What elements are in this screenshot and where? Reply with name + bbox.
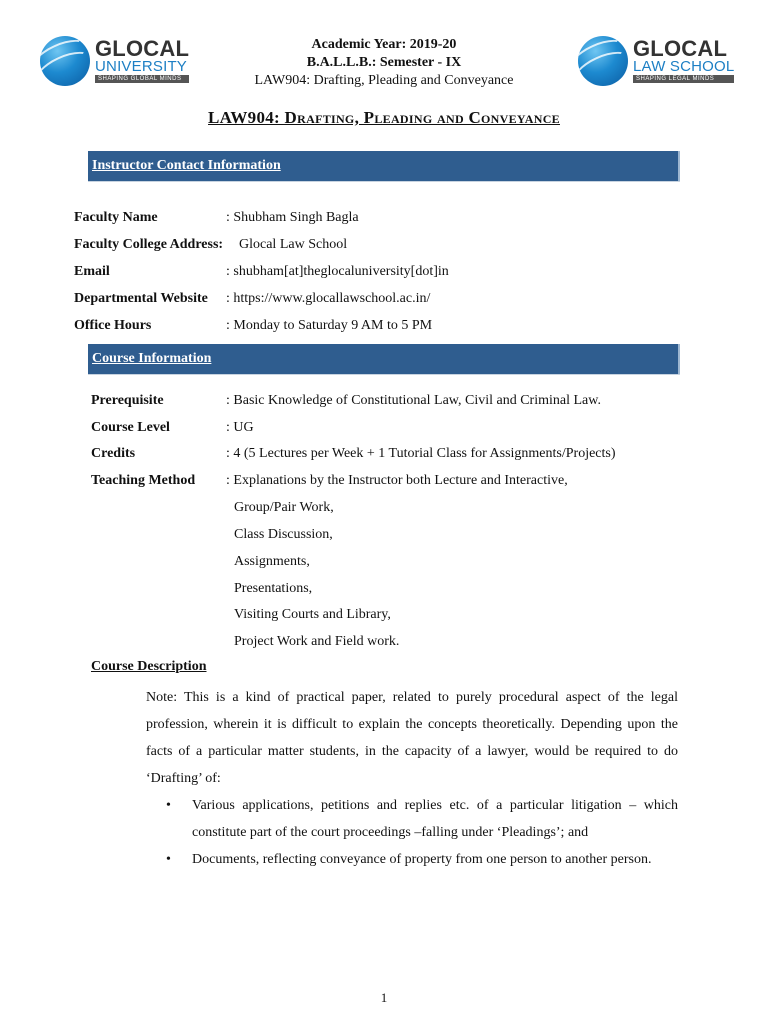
field-label: Departmental Website <box>74 291 208 306</box>
logo-sub-text: LAW SCHOOL <box>633 58 735 75</box>
field-value: : https://www.glocallawschool.ac.in/ <box>226 291 431 306</box>
course-description-note: Note: This is a kind of practical paper, related to purely procedural aspect of the legal profession, wherein it is difficult to explain the concepts theoretically. Depending upon the facts of a particular matter students, in the capacity of a lawyer, would be required to do ‘Drafting’ of: <box>146 690 678 786</box>
teaching-method-item: Assignments, <box>234 554 310 569</box>
globe-icon <box>40 36 90 86</box>
field-label: Faculty Name <box>74 210 158 225</box>
page-title: LAW904: Drafting, Pleading and Conveyance <box>208 108 560 127</box>
field-value: : UG <box>226 420 254 435</box>
list-item <box>166 792 678 846</box>
field-label: Email <box>74 264 110 279</box>
course-code-line: LAW904: Drafting, Pleading and Conveyance <box>254 73 514 88</box>
teaching-method-item: Presentations, <box>234 581 313 596</box>
field-value: : shubham[at]theglocaluniversity[dot]in <box>226 264 449 279</box>
logo-main-text: GLOCAL <box>95 36 190 61</box>
field-value: : Shubham Singh Bagla <box>226 210 359 225</box>
logo-sub-text: UNIVERSITY <box>95 58 188 75</box>
course-section-heading: Course Information <box>92 351 212 366</box>
logo-main-text: GLOCAL <box>633 36 728 61</box>
field-label: Credits <box>91 446 136 461</box>
list-item-text: Various applications, petitions and replies etc. of a particular litigation – which constitute part of the court proceedings –falling under ‘Pleadings’; and <box>192 798 678 840</box>
teaching-method-item: Visiting Courts and Library, <box>234 607 391 622</box>
field-value: : Basic Knowledge of Constitutional Law, Civil and Criminal Law. <box>226 393 601 408</box>
list-item-text: Documents, reflecting conveyance of property from one person to another person. <box>192 852 652 867</box>
instructor-section-bar <box>88 151 680 181</box>
glocal-law-school-logo <box>578 36 734 86</box>
teaching-method-item: Group/Pair Work, <box>234 500 334 515</box>
description-bullet-list <box>166 792 678 873</box>
field-value: : 4 (5 Lectures per Week + 1 Tutorial Class for Assignments/Projects) <box>226 446 616 461</box>
document-header <box>220 36 548 90</box>
teaching-method-item: Project Work and Field work. <box>234 634 400 649</box>
list-item <box>166 846 678 873</box>
glocal-university-logo <box>40 36 189 86</box>
bullet-icon: • <box>166 852 171 867</box>
field-label: Teaching Method <box>91 473 196 488</box>
logo-tagline: SHAPING GLOBAL MINDS <box>95 75 189 83</box>
field-value: : Monday to Saturday 9 AM to 5 PM <box>226 318 433 333</box>
course-section-bar <box>88 344 680 374</box>
field-label: Course Level <box>91 420 170 435</box>
page-number: 1 <box>380 990 388 1005</box>
field-value: : Explanations by the Instructor both Lecture and Interactive, <box>226 473 568 488</box>
field-label: Prerequisite <box>91 393 164 408</box>
academic-year: Academic Year: 2019-20 <box>311 37 457 52</box>
field-label: Office Hours <box>74 318 152 333</box>
teaching-method-item: Class Discussion, <box>234 527 333 542</box>
instructor-section-heading: Instructor Contact Information <box>92 158 281 173</box>
field-value: Glocal Law School <box>239 237 348 252</box>
logo-tagline: SHAPING LEGAL MINDS <box>633 75 734 83</box>
field-label: Faculty College Address: <box>74 237 224 252</box>
globe-icon <box>578 36 628 86</box>
bullet-icon: • <box>166 798 171 813</box>
course-description-heading: Course Description <box>91 659 207 674</box>
program-semester: B.A.L.L.B.: Semester - IX <box>306 55 462 70</box>
